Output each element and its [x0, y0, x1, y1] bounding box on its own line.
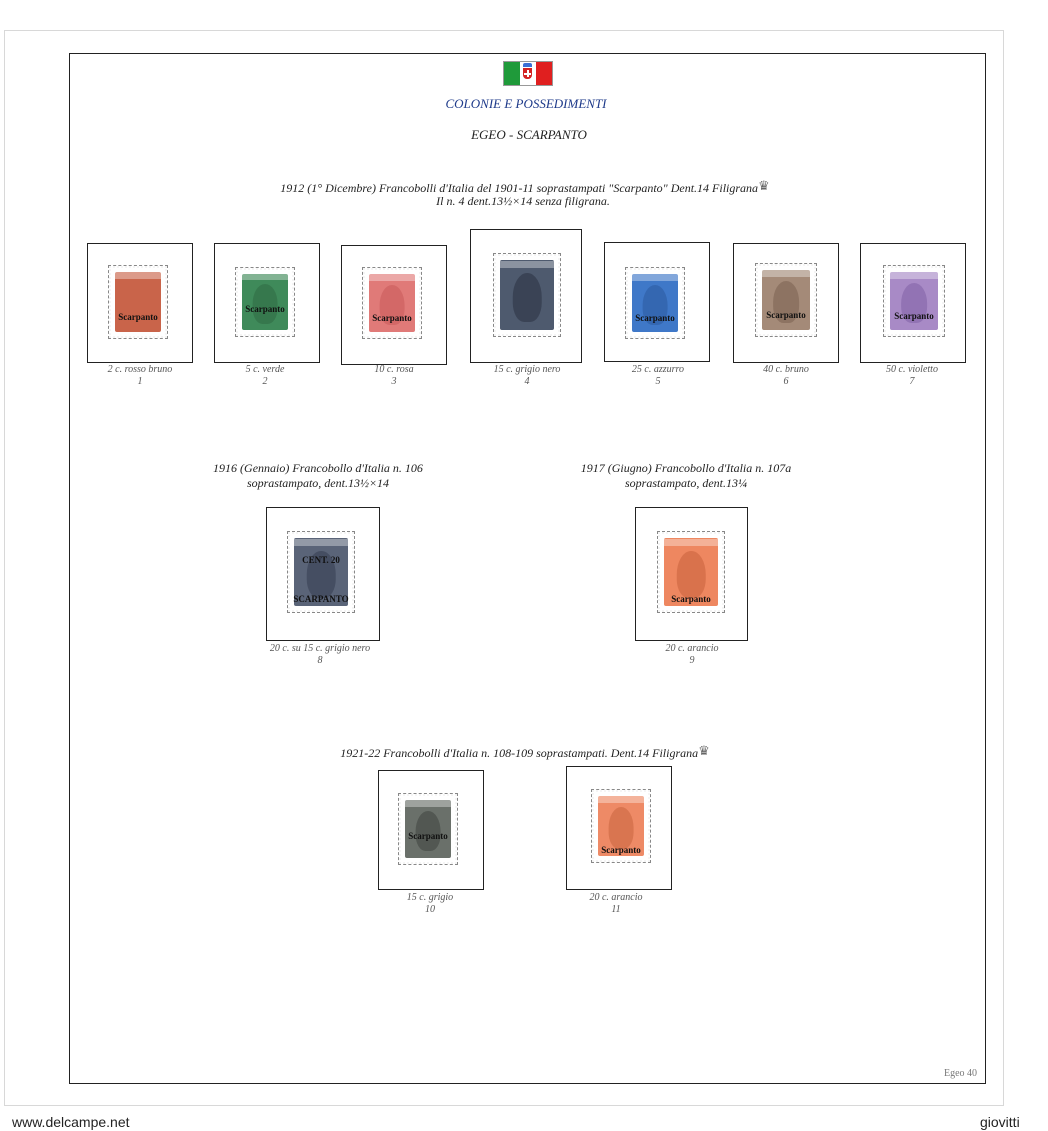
stamp-5-overprint: Scarpanto — [635, 312, 675, 323]
stamp-2-caption: 5 c. verde 2 — [245, 364, 285, 387]
section-3-line1: 1917 (Giugno) Francobollo d'Italia n. 107a — [580, 461, 792, 475]
crown-icon: ♛ — [758, 178, 770, 193]
page-number: Egeo 40 — [944, 1068, 978, 1079]
stamp-7-caption: 50 c. violetto 7 — [886, 364, 938, 387]
stamp-11-caption: 20 c. arancio 11 — [589, 892, 643, 915]
section-4-line1: 1921-22 Francobolli d'Italia n. 108-109 soprastampati. Dent.14 Filigrana — [340, 746, 699, 760]
section-3-title — [536, 461, 836, 491]
stamp-3 — [363, 268, 421, 338]
stamp-1-design — [115, 272, 161, 332]
section-1-line2: Il n. 4 dent.13½×14 senza filigrana. — [436, 194, 610, 208]
stamp-6-caption: 40 c. bruno 6 — [763, 364, 809, 387]
page-header: COLONIE E POSSEDIMENTI — [445, 96, 607, 111]
stamp-8 — [288, 532, 354, 612]
footer-seller: giovitti — [980, 1114, 1020, 1130]
stamp-4-caption: 15 c. grigio nero 4 — [493, 364, 561, 387]
stamp-3-caption: 10 c. rosa 3 — [374, 364, 414, 387]
stamp-4 — [494, 254, 560, 336]
stamp-6 — [756, 264, 816, 336]
stamp-5 — [626, 268, 684, 338]
stamp-8-caption: 20 c. su 15 c. grigio nero 8 — [269, 643, 371, 666]
stamp-11-overprint: Scarpanto — [601, 844, 641, 855]
stamp-9 — [658, 532, 724, 612]
stamp-3-overprint: Scarpanto — [372, 312, 412, 323]
footer-site: www.delcampe.net — [12, 1114, 130, 1130]
section-4-title — [0, 743, 1048, 761]
stamp-7 — [884, 266, 944, 336]
stamp-9-caption: 20 c. arancio 9 — [665, 643, 719, 666]
stamp-8-overprint: SCARPANTO — [293, 593, 349, 604]
stamp-8-surcharge: CENT. 20 — [302, 554, 340, 565]
section-2-line1: 1916 (Gennaio) Francobollo d'Italia n. 106 — [213, 461, 423, 475]
stamp-2-overprint: Scarpanto — [245, 303, 285, 314]
stamp-2 — [236, 268, 294, 336]
section-2-title — [168, 461, 468, 491]
section-2-line2: soprastampato, dent.13½×14 — [246, 476, 390, 490]
stamp-11 — [592, 790, 650, 862]
section-3-line2: soprastampato, dent.13¼ — [624, 476, 747, 490]
stamp-10-overprint: Scarpanto — [408, 830, 448, 841]
crown-icon: ♛ — [698, 743, 710, 758]
stamp-6-overprint: Scarpanto — [766, 310, 806, 321]
italian-flag-icon — [503, 61, 553, 86]
stamp-5-caption: 25 c. azzurro 5 — [631, 364, 685, 387]
section-1-line1: 1912 (1° Dicembre) Francobolli d'Italia del 1901-11 soprastampati "Scarpanto" Dent.14 Filigrana — [280, 181, 759, 195]
stamp-10 — [399, 794, 457, 864]
stamp-1-caption: 2 c. rosso bruno 1 — [107, 364, 173, 387]
stamp-9-overprint: Scarpanto — [671, 593, 711, 604]
stamp-10-caption: 15 c. grigio 10 — [406, 892, 454, 915]
stamp-7-overprint: Scarpanto — [894, 310, 934, 321]
stamp-1 — [109, 266, 167, 338]
stamp-1-overprint: Scarpanto — [118, 312, 158, 323]
page-subtitle: EGEO - SCARPANTO — [471, 127, 587, 142]
